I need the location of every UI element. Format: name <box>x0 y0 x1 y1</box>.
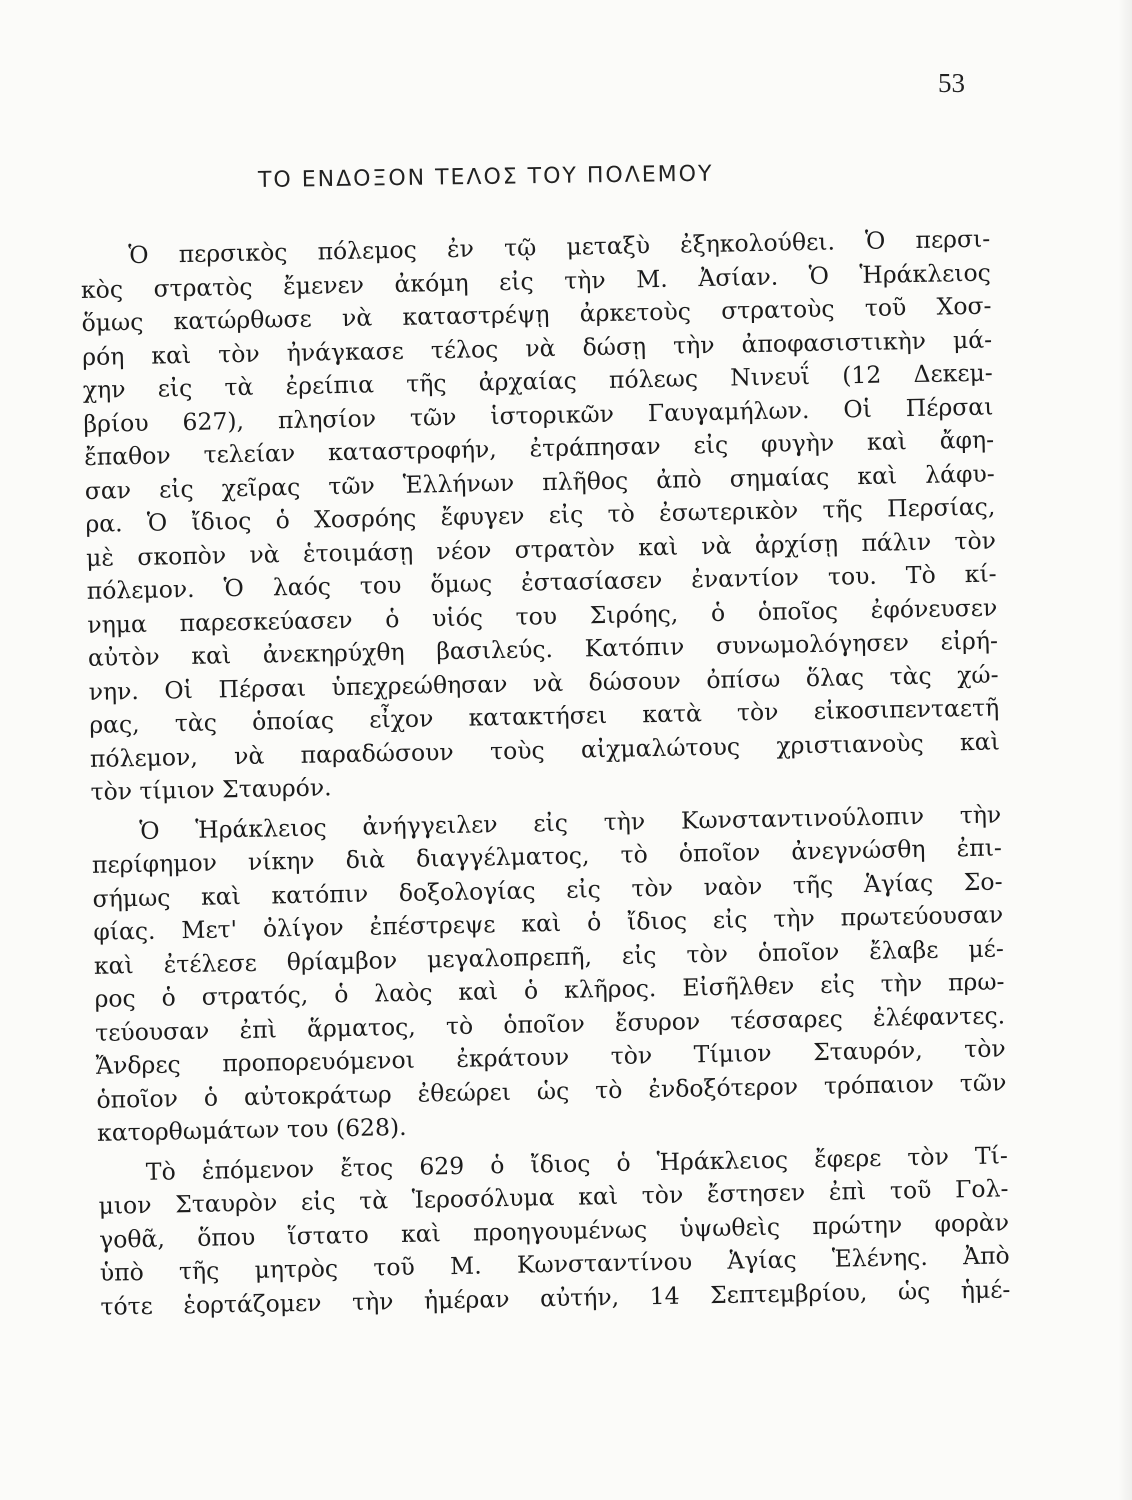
text-line: Ὁ περσικὸς πόλεμος ἐν τῷ μεταξὺ ἐξηκολούθει. Ὁ περσι- <box>128 224 991 270</box>
text-line: πόλεμον, νὰ παραδώσουν τοὺς αἰχμαλώτους χριστιανοὺς καὶ <box>89 726 1001 773</box>
text-line: ρόη καὶ τὸν ἠνάγκασε τέλος νὰ δώσῃ τὴν ἀποφασιστικὴν μά- <box>81 325 993 371</box>
text-line: σήμως καὶ κατόπιν δοξολογίας εἰς τὸν ναὸν τῆς Ἁγίας Σο- <box>92 866 1003 913</box>
text-line: μὲ σκοπὸν νὰ ἑτοιμάσῃ νέον στρατὸν καὶ νὰ ἀρχίσῃ πάλιν τὸν <box>85 525 997 572</box>
paragraph-1 <box>80 223 1001 810</box>
text-line: τεύουσαν ἐπὶ ἅρματος, τὸ ὁποῖον ἔσυρον τέσσαρες ἐλέφαντες. <box>94 1000 1006 1047</box>
text-line: μιον Σταυρὸν εἰς τὰ Ἱεροσόλυμα καὶ τὸν ἔστησεν ἐπὶ τοῦ Γολ- <box>98 1174 1009 1220</box>
text-line: ὁποῖον ὁ αὐτοκράτωρ ἐθεώρει ὡς τὸ ἐνδοξότερον τρόπαιον τῶν <box>96 1067 1007 1114</box>
text-line: τότε ἑορτάζομεν τὴν ἡμέραν αὐτήν, 14 Σεπτεμβρίου, ὡς ἡμέ- <box>100 1274 1011 1321</box>
text-line: αὐτὸν καὶ ἀνεκηρύχθη βασιλεύς. Κατόπιν συνωμολόγησεν εἰρή- <box>87 626 999 672</box>
page-number: 53 <box>938 68 965 98</box>
text-line: χην εἰς τὰ ἐρείπια τῆς ἀρχαίας πόλεως Νινευΐ (12 Δεκεμ- <box>82 358 993 404</box>
text-line: νην. Οἱ Πέρσαι ὑπεχρεώθησαν νὰ δώσουν ὀπίσω ὅλας τὰς χώ- <box>88 659 999 706</box>
text-line: ρα. Ὁ ἴδιος ὁ Χοσρόης ἔφυγεν εἰς τὸ ἐσωτερικὸν τῆς Περσίας, <box>85 492 996 538</box>
paragraph-3 <box>98 1139 1011 1324</box>
text-line: Τὸ ἑπόμενον ἔτος 629 ὁ ἴδιος ὁ Ἡράκλειος ἔφερε τὸν Τί- <box>145 1140 1009 1186</box>
text-line: νημα παρεσκεύασεν ὁ υἱός του Σιρόης, ὁ ὁποῖος ἐφόνευσεν <box>87 592 998 639</box>
paragraph-2 <box>91 798 1007 1150</box>
text-line: ὅμως κατώρθωσε νὰ καταστρέψῃ ἀρκετοὺς στρατοὺς τοῦ Χοσ- <box>81 291 992 337</box>
body-text <box>80 223 1011 1324</box>
text-line: ἔπαθον τελείαν καταστροφήν, ἐτράπησαν εἰς φυγὴν καὶ ἄφη- <box>83 425 995 471</box>
chapter-title: ΤΟ ΕΝΔΟΞΟΝ ΤΕΛΟΣ ΤΟΥ ΠΟΛΕΜΟΥ <box>257 161 714 193</box>
text-line: φίας. Μετ' ὀλίγον ἐπέστρεψε καὶ ὁ ἴδιος εἰς τὴν πρωτεύουσαν <box>93 900 1004 946</box>
text-line: πόλεμον. Ὁ λαός του ὅμως ἐστασίασεν ἐναντίον του. Τὸ κί- <box>86 559 997 605</box>
text-line: σαν εἰς χεῖρας τῶν Ἑλλήνων πλῆθος ἀπὸ σημαίας καὶ λάφυ- <box>84 458 995 505</box>
text-line: κατορθωμάτων του (628). <box>96 1112 407 1147</box>
text-line: καὶ ἐτέλεσε θρίαμβον μεγαλοπρεπῆ, εἰς τὸν ὁποῖον ἔλαβε μέ- <box>93 933 1005 980</box>
text-line: γοθᾶ, ὅπου ἵστατο καὶ προηγουμένως ὑψωθεὶς πρώτην φορὰν <box>98 1207 1010 1254</box>
text-line: κὸς στρατὸς ἔμενεν ἀκόμη εἰς τὴν Μ. Ἀσίαν. Ὁ Ἡράκλειος <box>80 258 992 304</box>
text-line: Ἄνδρες προπορευόμενοι ἐκράτουν τὸν Τίμιον Σταυρόν, τὸν <box>95 1034 1006 1080</box>
text-line: περίφημον νίκην διὰ διαγγέλματος, τὸ ὁποῖον ἀνεγνώσθη ἐπι- <box>91 833 1003 879</box>
text-line: ὑπὸ τῆς μητρὸς τοῦ Μ. Κωνσταντίνου Ἁγίας Ἑλένης. Ἀπὸ <box>99 1241 1010 1287</box>
text-line: τὸν τίμιον Σταυρόν. <box>90 773 332 806</box>
text-line: Ὁ Ἡράκλειος ἀνήγγειλεν εἰς τὴν Κωνσταντινούλοπιν τὴν <box>139 799 1002 845</box>
text-line: βρίου 627), πλησίον τῶν ἱστορικῶν Γαυγαμήλων. Οἱ Πέρσαι <box>83 391 994 438</box>
scan-edge-shadow <box>1118 0 1132 1500</box>
text-line: ρος ὁ στρατός, ὁ λαὸς καὶ ὁ κλῆρος. Εἰσῆλθεν εἰς τὴν πρω- <box>94 967 1005 1013</box>
text-line: ρας, τὰς ὁποίας εἶχον κατακτήσει κατὰ τὸν εἰκοσιπενταετῆ <box>89 693 1000 739</box>
